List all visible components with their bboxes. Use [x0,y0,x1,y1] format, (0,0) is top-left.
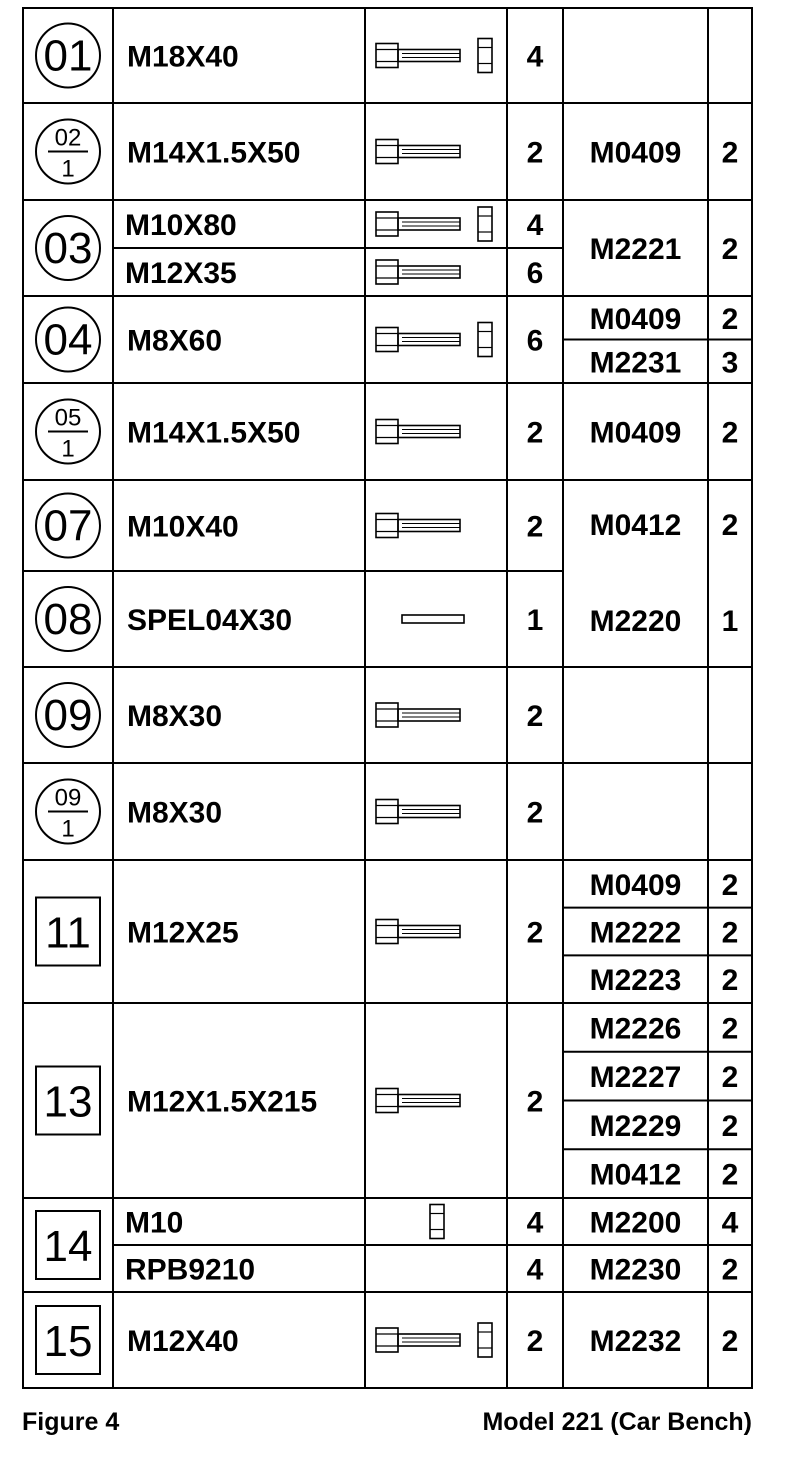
part-qty: 2 [721,233,739,266]
part-qty: 2 [721,1158,739,1192]
item-number-badge [36,1211,100,1279]
part-qty: 2 [721,1253,739,1287]
spec-label: M8X60 [127,324,223,358]
bolt-nut-icon [376,207,492,241]
part-code: M2229 [589,1109,682,1143]
spec-qty: 2 [526,1085,544,1119]
spec-qty: 2 [526,1325,544,1358]
spec-qty: 1 [526,604,544,637]
part-code: M2230 [589,1253,682,1287]
part-code: M2223 [589,964,682,998]
part-code: M2231 [589,346,682,380]
spec-label: M10X80 [125,209,237,242]
item-number-badge [36,1306,100,1374]
bolt-icon [376,260,460,284]
part-qty: 2 [721,868,739,902]
part-qty: 3 [721,346,739,380]
pin-icon [402,615,464,623]
item-number-badge [36,1067,100,1135]
item-number: 03 [43,224,93,273]
item-number-badge [36,683,100,747]
bolt-nut-icon [376,1323,492,1357]
item-number-badge [36,898,100,966]
bolt-icon [376,1089,460,1113]
item-number-bottom: 1 [61,815,75,843]
spec-qty: 4 [526,209,544,242]
part-qty: 2 [721,1325,739,1358]
bolt-nut-icon [376,323,492,357]
model-caption: Model 221 (Car Bench) [482,1408,752,1436]
spec-qty: 6 [526,257,544,290]
spec-label: M10 [125,1206,184,1240]
part-code: M0409 [589,302,682,336]
item-number: 11 [45,908,91,958]
part-code: M0409 [589,868,682,902]
figure-caption: Figure 4 [22,1408,120,1436]
part-qty: 2 [721,1061,739,1095]
spec-qty: 2 [526,700,544,733]
spec-label: RPB9210 [125,1253,256,1287]
bolt-icon [376,920,460,944]
spec-label: M18X40 [127,40,239,74]
item-number-top: 05 [54,404,82,432]
spec-qty: 4 [526,1253,544,1287]
item-number-badge [36,780,100,844]
spec-qty: 2 [526,136,544,170]
item-number-badge [36,494,100,558]
spec-label: M14X1.5X50 [127,136,301,170]
item-number-badge [36,24,100,88]
item-number: 13 [43,1077,93,1127]
part-code: M0409 [589,416,682,450]
item-number: 08 [43,595,93,644]
item-number: 04 [43,315,93,365]
item-number: 01 [43,31,93,81]
part-code: M0409 [589,136,682,170]
item-number-badge [36,120,100,184]
part-qty: 4 [721,1206,739,1240]
spec-qty: 6 [526,324,544,358]
spec-label: M8X30 [127,700,223,733]
item-number-top: 02 [54,124,82,152]
spec-label: M12X1.5X215 [127,1085,318,1119]
item-number-badge [36,216,100,280]
spec-qty: 4 [526,40,544,74]
part-code: M0412 [589,1158,682,1192]
bolt-nut-icon [376,39,492,73]
part-qty: 2 [721,136,739,170]
spec-label: M10X40 [127,510,239,544]
part-qty: 2 [721,1109,739,1143]
spec-qty: 2 [526,796,544,830]
part-code: M0412 [589,509,682,542]
item-number: 09 [43,691,93,740]
part-code: M2220 [589,605,682,638]
part-code: M2221 [589,233,682,266]
part-code: M2227 [589,1061,682,1095]
part-qty: 2 [721,509,739,542]
spec-qty: 4 [526,1206,544,1240]
bolt-icon [376,420,460,444]
part-code: M2226 [589,1012,682,1046]
item-number-badge [36,587,100,651]
item-number: 14 [43,1222,93,1271]
item-number-top: 09 [54,784,82,812]
part-code: M2200 [589,1206,682,1240]
part-code: M2232 [589,1325,682,1358]
bolt-icon [376,703,460,727]
part-qty: 2 [721,1012,739,1046]
part-qty: 1 [721,605,739,638]
spec-label: M14X1.5X50 [127,416,301,450]
bolt-icon [376,800,460,824]
spec-label: SPEL04X30 [127,604,293,637]
item-number: 15 [43,1317,93,1366]
item-number-bottom: 1 [61,435,75,463]
part-qty: 2 [721,416,739,450]
nut-icon [430,1205,444,1239]
spec-qty: 2 [526,916,544,950]
item-number-badge [36,308,100,372]
item-number: 07 [43,501,93,551]
part-qty: 2 [721,302,739,336]
spec-qty: 2 [526,416,544,450]
spec-label: M12X35 [125,257,237,290]
item-number-badge [36,400,100,464]
part-qty: 2 [721,964,739,998]
spec-label: M12X40 [127,1325,239,1358]
spec-label: M12X25 [127,916,239,950]
bolt-icon [376,140,460,164]
item-number-bottom: 1 [61,155,75,183]
part-code: M2222 [589,916,682,950]
spec-qty: 2 [526,510,544,544]
part-qty: 2 [721,916,739,950]
spec-label: M8X30 [127,796,223,830]
bolt-icon [376,514,460,538]
